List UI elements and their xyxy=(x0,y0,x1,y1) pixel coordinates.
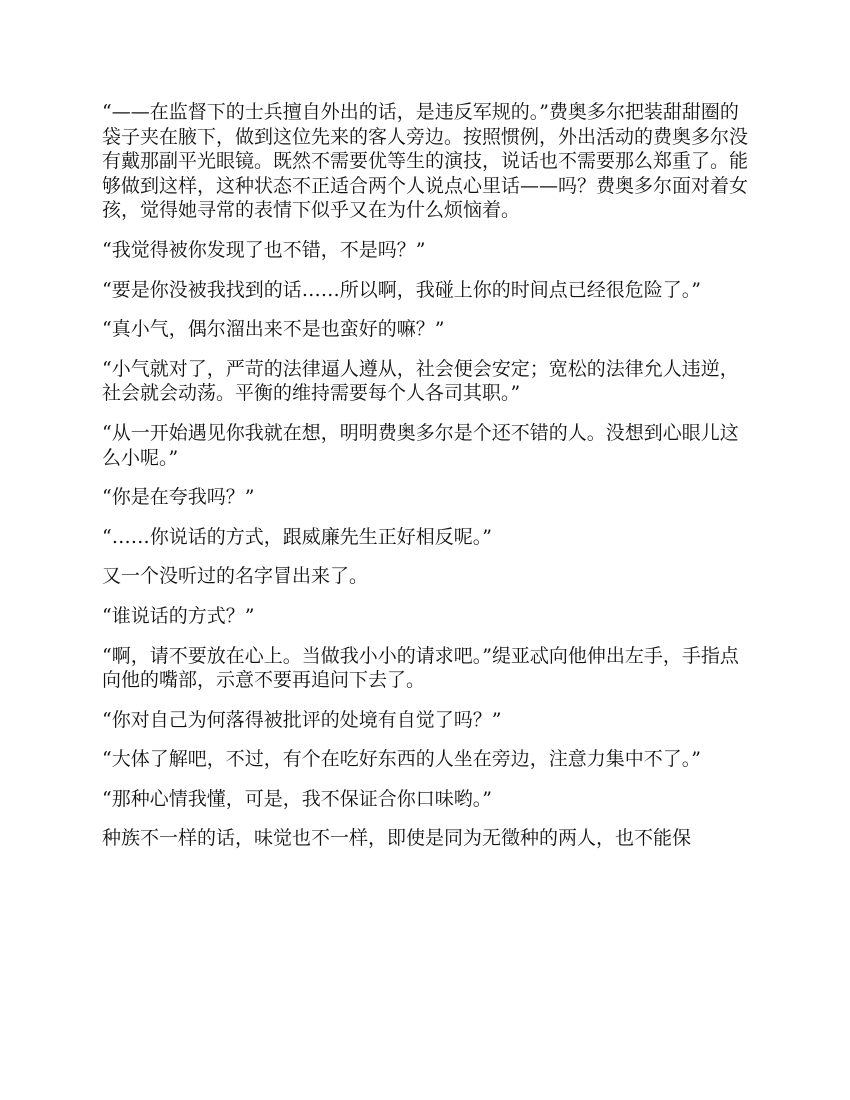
paragraph: “……你说话的方式，跟威廉先生正好相反呢。” xyxy=(102,525,492,548)
paragraph: 种族不一样的话，味觉也不一样，即使是同为无徵种的两人，也不能保 xyxy=(102,827,692,850)
paragraph: “你对自己为何落得被批评的处境有自觉了吗？” xyxy=(102,708,502,731)
paragraph: “谁说话的方式？” xyxy=(102,604,255,627)
document-page xyxy=(102,100,748,866)
paragraph: “那种心情我懂，可是，我不保证合你口味哟。” xyxy=(102,787,492,810)
paragraph: “小气就对了，严苛的法律逼人遵从，社会便会安定；宽松的法律允人违逆，社会就会动荡。平衡的维持需要每个人各司其职。” xyxy=(102,357,739,405)
paragraph: “真小气，偶尔溜出来不是也蛮好的嘛？” xyxy=(102,318,445,341)
paragraph: “大体了解吧，不过，有个在吃好东西的人坐在旁边，注意力集中不了。” xyxy=(102,748,701,771)
paragraph: “从一开始遇见你我就在想，明明费奥多尔是个还不错的人。没想到心眼儿这么小呢。” xyxy=(102,421,739,469)
paragraph: 又一个没听过的名字冒出来了。 xyxy=(102,565,369,588)
paragraph: “——在监督下的士兵擅自外出的话，是违反军规的。”费奥多尔把装甜甜圈的袋子夹在腋下，做到这位先来的客人旁边。按照惯例，外出活动的费奥多尔没有戴那副平光眼镜。既然不需要优等生的演技，说话也不需要那么郑重了。能够做到这样，这种状态不正适合两个人说点心里话——吗？费奥多尔面对着女孩，觉得她寻常的表情下似乎又在为什么烦恼着。 xyxy=(102,101,749,222)
paragraph: “啊，请不要放在心上。当做我小小的请求吧。”缇亚忒向他伸出左手，手指点向他的嘴部，示意不要再追问下去了。 xyxy=(102,644,739,692)
paragraph: “我觉得被你发现了也不错，不是吗？” xyxy=(102,238,426,261)
paragraph: “要是你没被我找到的话……所以啊，我碰上你的时间点已经很危险了。” xyxy=(102,278,701,301)
paragraph: “你是在夸我吗？” xyxy=(102,486,255,509)
